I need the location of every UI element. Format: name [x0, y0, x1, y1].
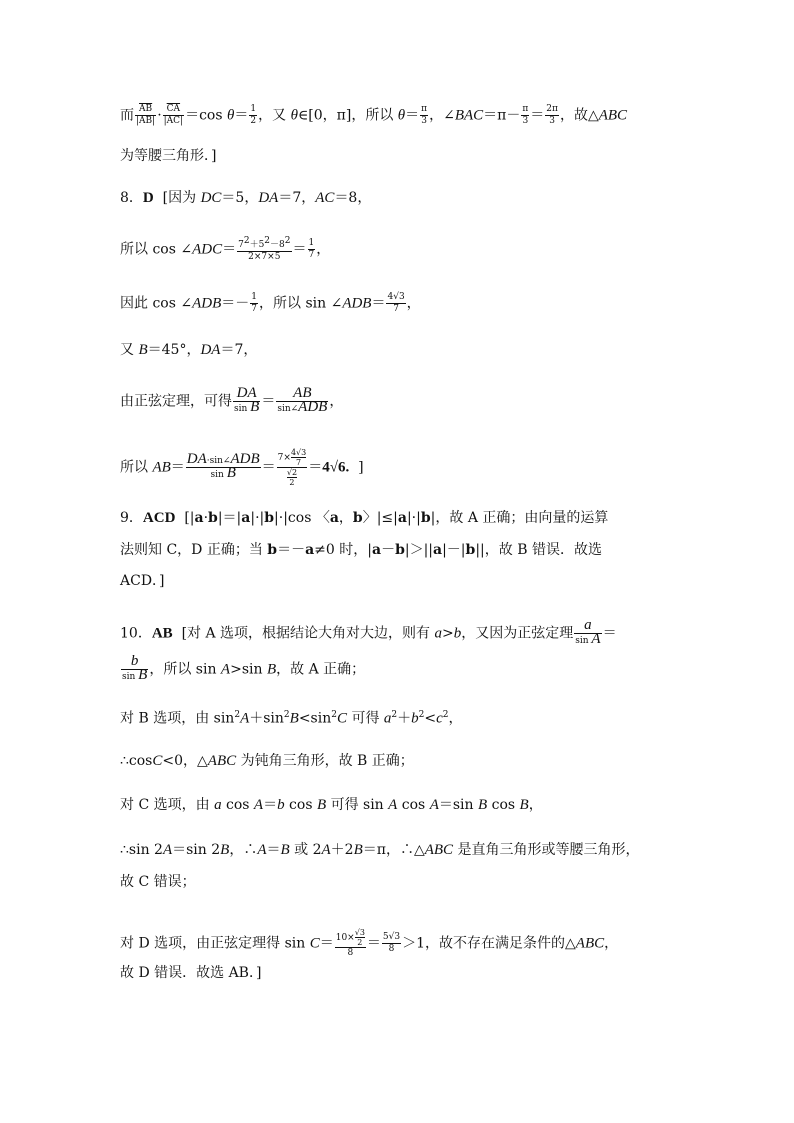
fraction-complex: 7× $\frac{4√3}{7}$ $\frac{√2}{2}$ — [277, 448, 307, 487]
fraction-pi-3: $\frac{\pi}{3}$ — [421, 104, 428, 126]
fraction-pi-3b: $\frac{\pi}{3}$ — [522, 104, 529, 126]
line-15: ∴cosC<0，△ABC 为钝角三角形，故 B 正确； — [120, 753, 414, 769]
fraction-da-sin: $\frac{\text{DA·sin∠ADB}}{\text{sin B}}$ — [186, 451, 260, 481]
fraction-da-sinb: $\frac{DA}{\text{sin B}}$ — [234, 385, 260, 415]
fraction-5root3-8: $\frac{5√3}{8}$ — [382, 932, 401, 954]
text-er: 而 — [120, 107, 134, 124]
line-18: 故 C 错误； — [120, 874, 196, 890]
line-9: 9．ACD [|a·b|＝|a|·|b|·|cos 〈a，b〉|≤|a|·|b|，故 A 正确；由向量的运算 — [120, 510, 609, 526]
fraction-sinc: 10× $\frac{√3}{2}$ 8 — [335, 928, 365, 958]
line-16: 对 C 选项，由 a cos A＝b cos B 可得 sin A cos A＝sin B cos B， — [120, 797, 543, 813]
line-7: 由正弦定理，可得 $\frac{DA}{\text{sin B}}$ ＝ $\frac{AB}{\text{sin∠ADB}}$ ， — [120, 385, 344, 415]
fraction-ca-unit: $\frac{\overline{CA}}{|AC|}$ — [163, 104, 184, 126]
line-13: $\frac{b}{\text{sin B}}$ ，所以 sin A>sin B，故 A 正确； — [122, 653, 366, 683]
fraction-4root3-7: $\frac{4√3}{7}$ — [387, 292, 405, 314]
line-10: 法则知 C，D 正确；当 b＝－a≠0 时，|a－b|＞||a|－|b||，故 B 错误．故选 — [120, 542, 602, 558]
line-14: 对 B 选项，由 $\sin^2A+\sin^2B<\sin^2C$ 可得 $a^2+b^2<c^2$， — [120, 710, 463, 727]
line-8: 所以 AB＝ $\frac{\text{DA·sin∠ADB}}{\text{sin B}}$ ＝ 7× $\frac{4√3}{7}$ $\frac{√2}{2}$ ＝4√6. ] — [120, 448, 364, 487]
line-12: 10．AB [对 A 选项，根据结论大角对大边，则有 a>b，又因为正弦定理 $\frac{a}{\text{sin A}}$ ＝ — [120, 617, 617, 647]
line-2: 为等腰三角形．] — [120, 148, 217, 164]
fraction-cos-adc: $\frac{72+52-82}{2\times 7\times 5}$ — [238, 236, 291, 262]
fraction-ab-sinadb: $\frac{AB}{\text{sin∠ADB}}$ — [277, 385, 328, 415]
fraction-neg-1-7: $\frac{1}{7}$ — [251, 292, 257, 314]
line-17: ∴sin 2A＝sin 2B，∴A＝B 或 2A＋2B＝π，∴△ABC 是直角三角形或等腰三角形， — [120, 842, 640, 858]
line-1: 而 $\frac{\overline{AB}}{|AB|}$ · $\frac{\overline{CA}}{|AC|}$ ＝cos θ＝ $\frac{1}{2}$ ，又 θ∈[0，π]，所以 θ＝ $\frac{\pi}{3}$ ，∠BAC＝π－ $\frac{\pi}{3}$ ＝ $\frac{2\pi}{3}$ ，故△ABC — [120, 104, 628, 126]
line-6: 又 B＝45°，DA＝7， — [120, 342, 258, 358]
fraction-ab-unit: $\frac{\overline{AB}}{|AB|}$ — [136, 104, 156, 126]
fraction-b-sinb: $\frac{b}{\text{sin B}}$ — [122, 653, 148, 683]
fraction-half: $\frac{1}{2}$ — [250, 104, 257, 126]
line-19: 对 D 选项，由正弦定理得 sin C＝ 10× $\frac{√3}{2}$ 8 ＝ $\frac{5√3}{8}$ ＞1，故不存在满足条件的△ABC， — [120, 928, 619, 958]
fraction-a-sina: $\frac{a}{\text{sin A}}$ — [575, 617, 601, 647]
line-20: 故 D 错误．故选 AB．] — [120, 965, 262, 981]
line-5: 因此 cos ∠ADB＝－ $\frac{1}{7}$ ，所以 sin ∠ADB＝ $\frac{4√3}{7}$ ， — [120, 292, 421, 314]
fraction-2pi-3: $\frac{2\pi}{3}$ — [546, 104, 558, 126]
line-4: 所以 cos ∠ADC＝ $\frac{72+52-82}{2\times 7\times 5}$ ＝ $\frac{1}{7}$ ， — [120, 236, 331, 262]
line-3: 8．D [因为 DC＝5，DA＝7，AC＝8， — [120, 190, 372, 206]
fraction-1-7: $\frac{1}{7}$ — [308, 238, 315, 260]
line-11: ACD．] — [120, 573, 165, 589]
